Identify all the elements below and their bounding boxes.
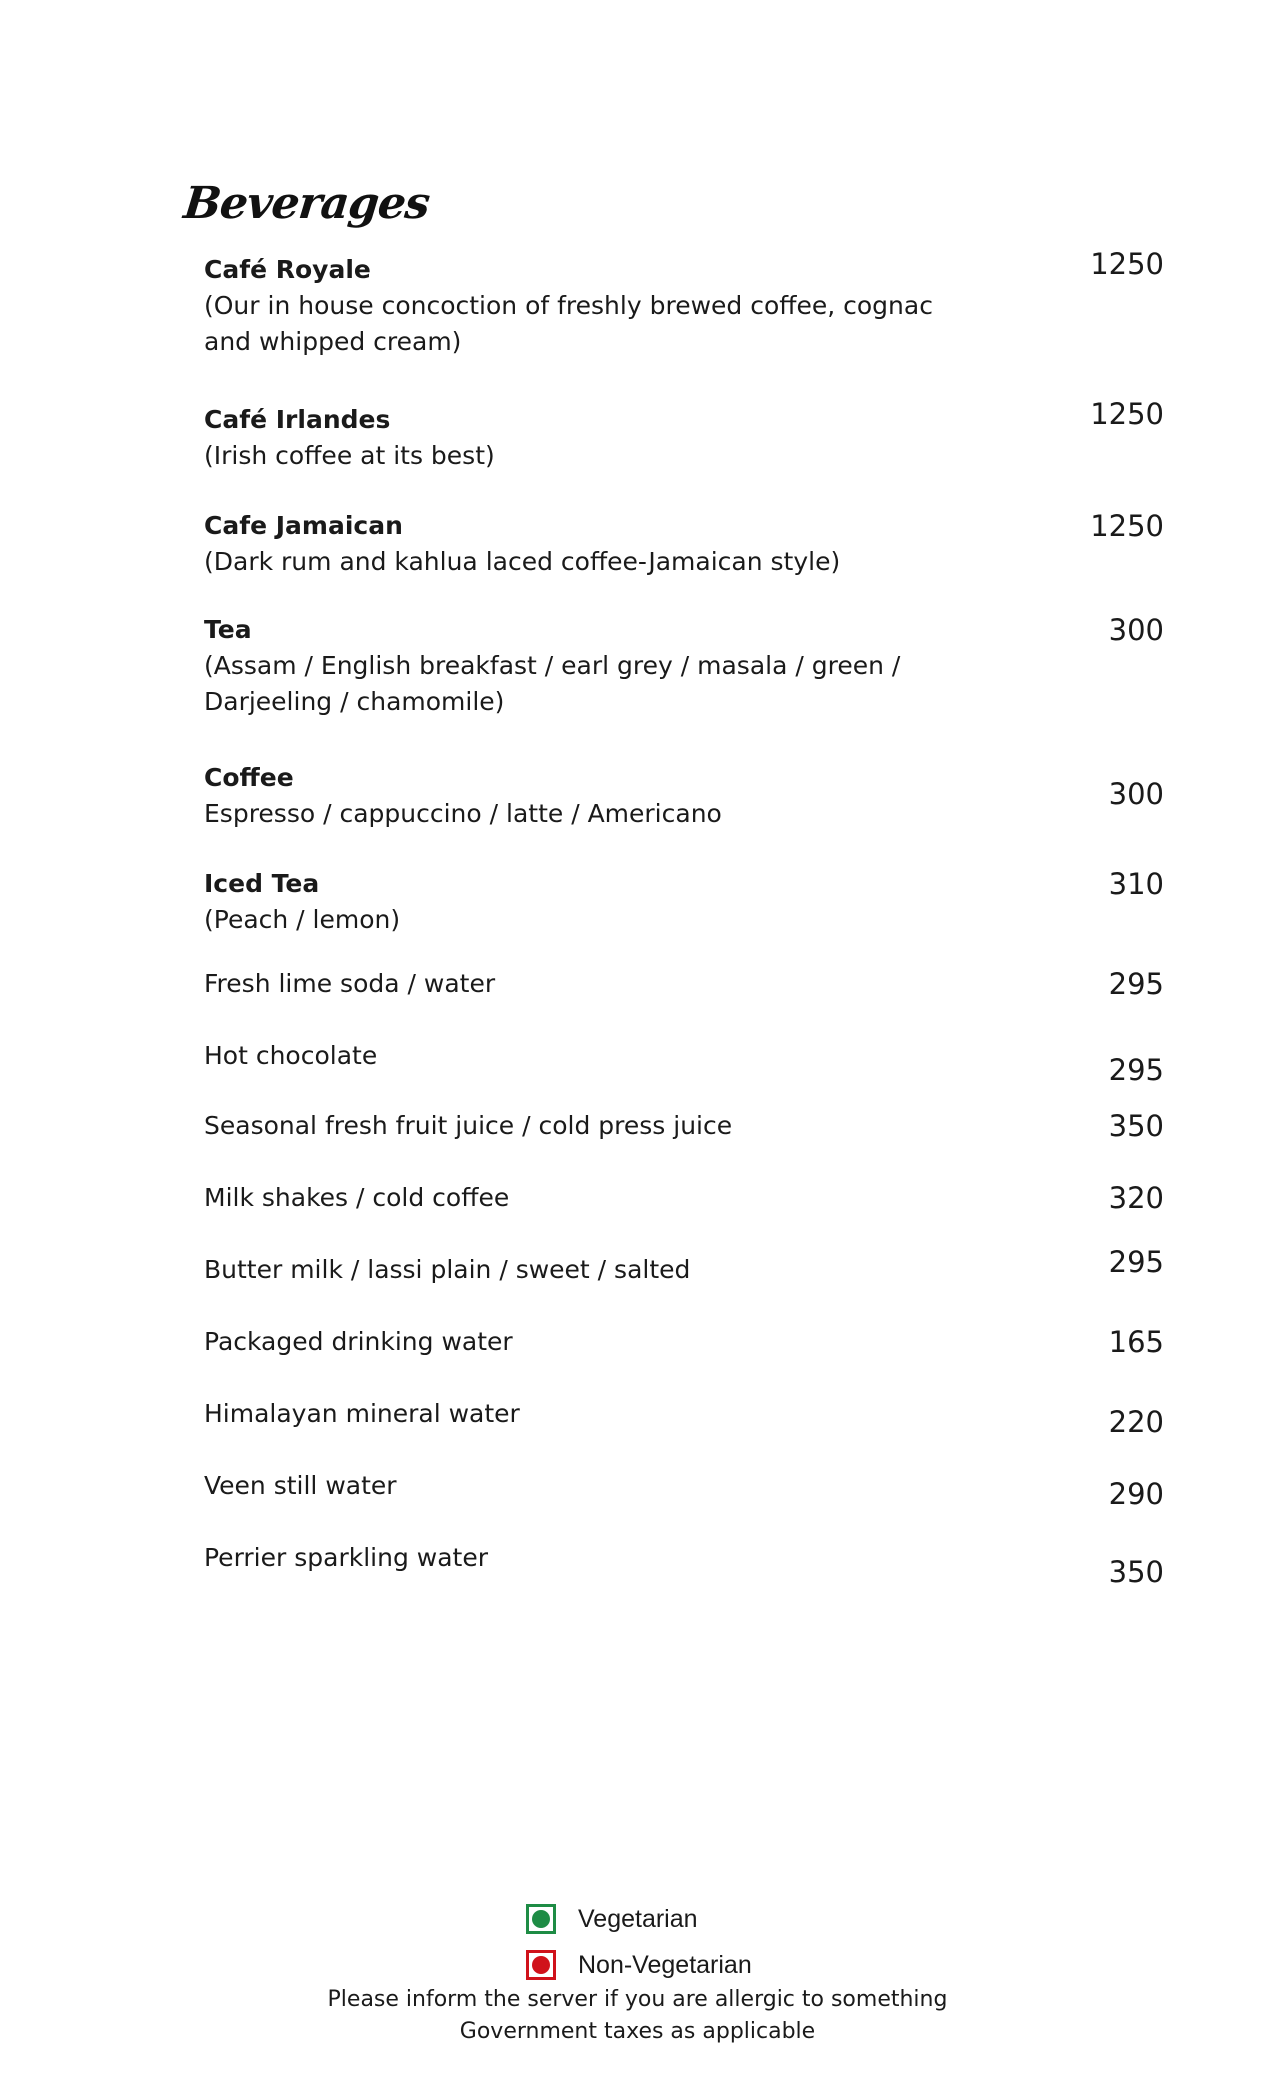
tax-note: Government taxes as applicable [459, 2019, 816, 2044]
menu-item [204, 397, 1164, 474]
item-price: 310 [1108, 867, 1164, 901]
item-price: 1250 [1090, 509, 1164, 543]
diet-legend [526, 1896, 752, 1988]
item-price: 295 [1108, 1053, 1164, 1087]
section-title: Beverages [181, 178, 432, 229]
menu-item [204, 866, 1164, 938]
item-name: Butter milk / lassi plain / sweet / salted [204, 1255, 691, 1284]
item-name: Hot chocolate [204, 1041, 378, 1070]
item-price: 320 [1108, 1181, 1164, 1215]
menu-item [204, 1108, 1164, 1144]
item-name: Milk shakes / cold coffee [204, 1183, 510, 1212]
legend-nonveg [526, 1942, 752, 1988]
item-name: Veen still water [204, 1471, 397, 1500]
legend-veg-label: Vegetarian [578, 1904, 698, 1933]
menu-item [204, 508, 1164, 580]
legend-nonveg-label: Non-Vegetarian [578, 1950, 752, 1979]
item-price: 350 [1108, 1109, 1164, 1143]
item-name: Café Royale [204, 255, 371, 284]
menu-item [204, 966, 1164, 1002]
menu-item [204, 612, 1164, 720]
item-description: (Irish coffee at its best) [204, 441, 495, 470]
veg-symbol-icon [526, 1904, 556, 1934]
item-price: 300 [1108, 777, 1164, 811]
nonveg-dot-icon [532, 1956, 550, 1974]
item-name: Packaged drinking water [204, 1327, 513, 1356]
menu-item [204, 1396, 1164, 1439]
item-price: 295 [1108, 967, 1164, 1001]
item-name: Coffee [204, 763, 294, 792]
item-price: 220 [1108, 1405, 1164, 1439]
item-description: (Assam / English breakfast / earl grey / masala / green / Darjeeling / chamomile) [204, 651, 901, 716]
item-description: (Peach / lemon) [204, 905, 401, 934]
item-price: 300 [1108, 613, 1164, 647]
menu-item [204, 760, 1164, 832]
nonveg-symbol-icon [526, 1950, 556, 1980]
item-name: Fresh lime soda / water [204, 969, 496, 998]
item-description: Espresso / cappuccino / latte / Americano [204, 799, 722, 828]
item-price: 290 [1108, 1477, 1164, 1511]
menu-item [204, 247, 1164, 360]
item-name: Cafe Jamaican [204, 511, 403, 540]
menu-item [204, 1038, 1164, 1087]
menu-item [204, 1468, 1164, 1511]
menu-item [204, 1180, 1164, 1216]
item-price: 1250 [1090, 247, 1164, 281]
menu-item [204, 1324, 1164, 1360]
allergy-note: Please inform the server if you are allergic to something [327, 1987, 948, 2012]
item-price: 295 [1108, 1245, 1164, 1279]
item-price: 165 [1108, 1325, 1164, 1359]
item-name: Tea [204, 615, 252, 644]
item-name: Iced Tea [204, 869, 320, 898]
item-name: Perrier sparkling water [204, 1543, 488, 1572]
menu-item [204, 1540, 1164, 1589]
legend-veg [526, 1896, 752, 1942]
item-description: (Dark rum and kahlua laced coffee-Jamaican style) [204, 547, 841, 576]
item-name: Café Irlandes [204, 405, 391, 434]
item-price: 1250 [1090, 397, 1164, 431]
item-price: 350 [1108, 1555, 1164, 1589]
item-name: Seasonal fresh fruit juice / cold press juice [204, 1111, 733, 1140]
item-description: (Our in house concoction of freshly brewed coffee, cognac and whipped cream) [204, 291, 933, 356]
veg-dot-icon [532, 1910, 550, 1928]
item-name: Himalayan mineral water [204, 1399, 520, 1428]
menu-item [204, 1245, 1164, 1288]
